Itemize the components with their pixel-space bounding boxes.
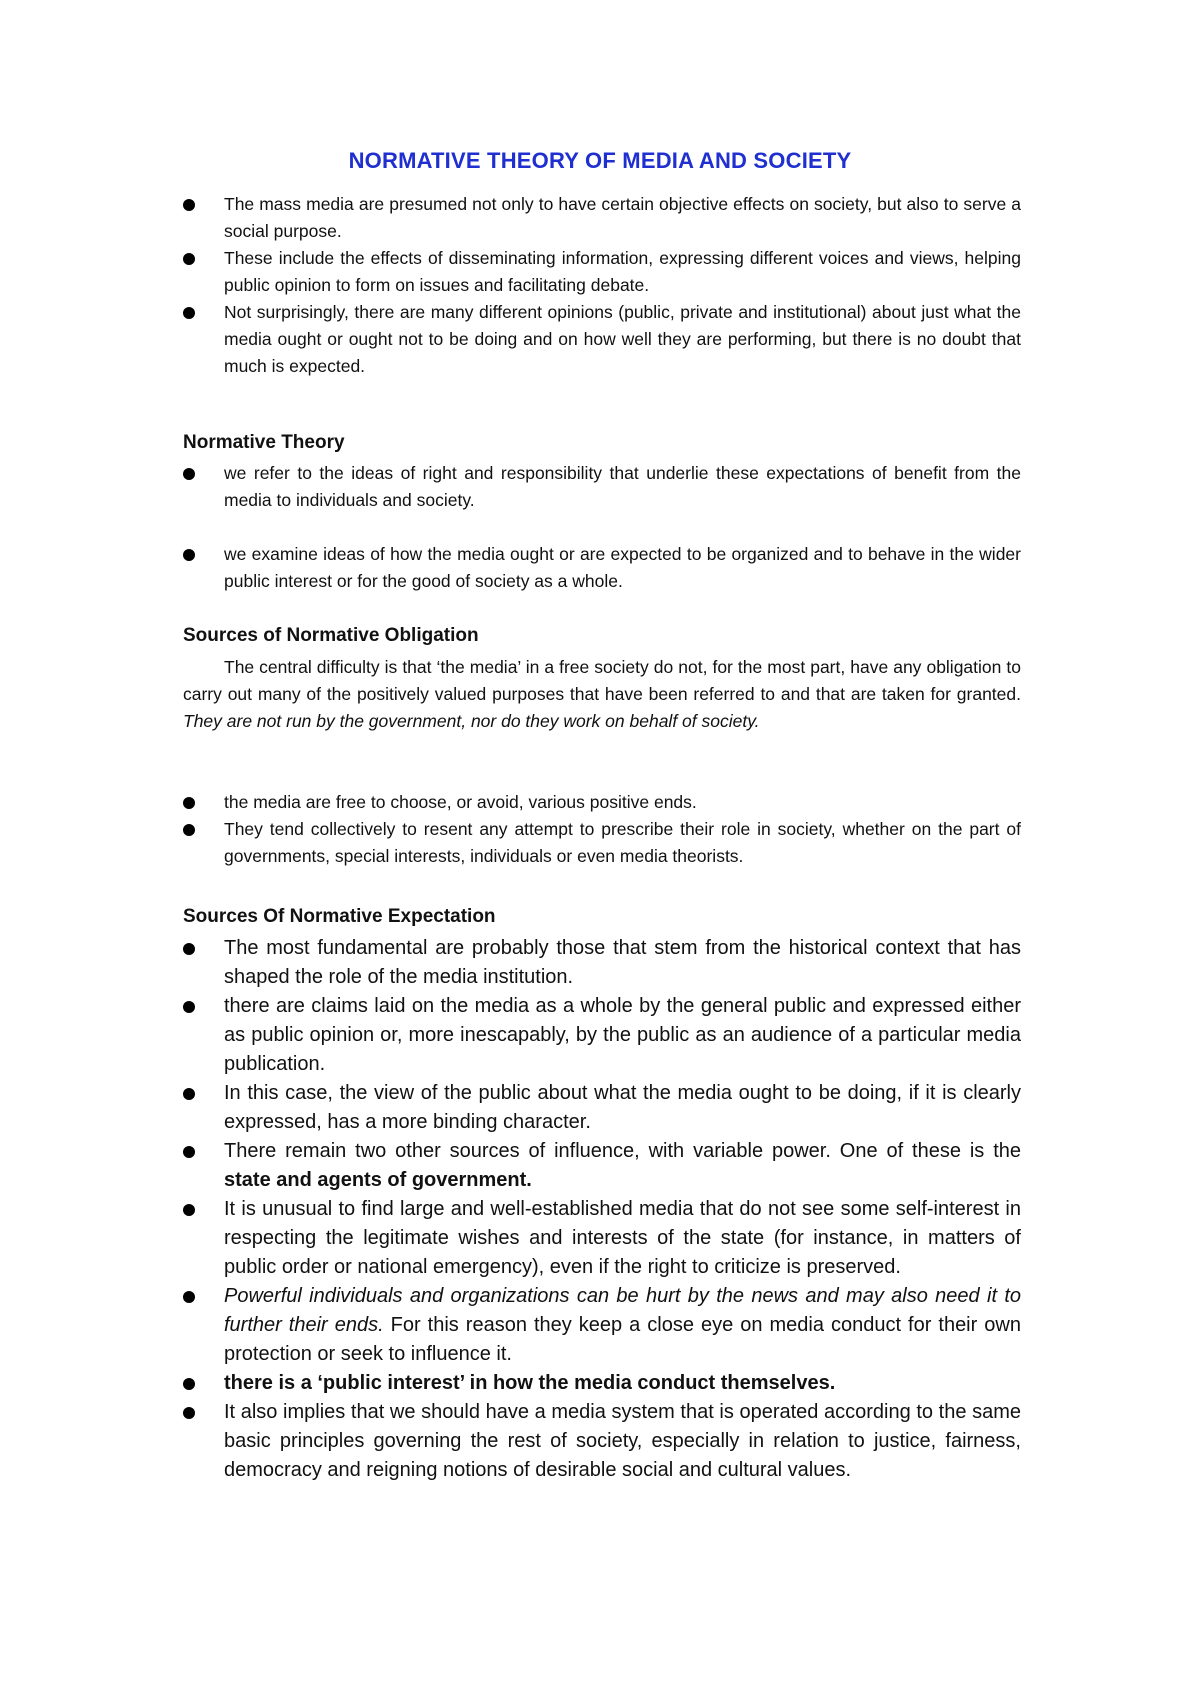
- paragraph-italic-text: They are not run by the government, nor do they work on behalf of society.: [183, 711, 760, 731]
- bullet-icon: [183, 797, 195, 809]
- list-item-text: In this case, the view of the public about what the media ought to be doing, if it is clearly expressed, has a more binding character.: [224, 1082, 1021, 1133]
- list-item-text: They tend collectively to resent any attempt to prescribe their role in society, whether on the part of governments, special interests, individuals or even media theorists.: [224, 819, 1021, 866]
- obligation-paragraph: [183, 654, 1021, 735]
- expectation-section: [183, 934, 1021, 1485]
- bullet-icon: [183, 468, 195, 480]
- list-item: [183, 1195, 1021, 1282]
- list-item: [183, 191, 1021, 245]
- list-item-text: There remain two other sources of influence, with variable power. One of these is the: [224, 1140, 1021, 1162]
- list-item-bold-text: there is a ‘public interest’ in how the media conduct themselves.: [224, 1372, 836, 1394]
- bullet-icon: [183, 1001, 195, 1013]
- bullet-icon: [183, 1204, 195, 1216]
- bullet-icon: [183, 253, 195, 265]
- section-heading-normative-obligation: Sources of Normative Obligation: [183, 625, 479, 646]
- bullet-icon: [183, 824, 195, 836]
- list-item-text: The mass media are presumed not only to have certain objective effects on society, but also to serve a social purpose.: [224, 194, 1021, 241]
- list-item: [183, 789, 1021, 816]
- paragraph-text: The central difficulty is that ‘the media’ in a free society do not, for the most part, have any obligation to carry out many of the positively valued purposes that have been referred to and that are taken for granted.: [183, 657, 1021, 704]
- list-item-text: we examine ideas of how the media ought or are expected to be organized and to behave in the wider public interest or for the good of society as a whole.: [224, 544, 1021, 591]
- list-item: [183, 245, 1021, 299]
- obligation-section: [183, 789, 1021, 870]
- bullet-icon: [183, 943, 195, 955]
- list-item: [183, 1079, 1021, 1137]
- intro-bullet-list: [183, 191, 1021, 380]
- list-item: [183, 992, 1021, 1079]
- expectation-bullet-list: [183, 934, 1021, 1485]
- bullet-icon: [183, 1378, 195, 1390]
- bullet-icon: [183, 1291, 195, 1303]
- normative-theory-bullet-list: [183, 460, 1021, 595]
- normative-theory-section: [183, 460, 1021, 595]
- list-item: [183, 1282, 1021, 1369]
- bullet-icon: [183, 549, 195, 561]
- obligation-bullet-list: [183, 789, 1021, 870]
- list-item: [183, 816, 1021, 870]
- list-item-text: For this reason they keep a close eye on media conduct for their own protection or seek to influence it.: [224, 1314, 1021, 1365]
- list-item-text: These include the effects of disseminating information, expressing different voices and views, helping public opinion to form on issues and facilitating debate.: [224, 248, 1021, 295]
- list-item: [183, 460, 1021, 514]
- list-item: [183, 1398, 1021, 1485]
- page-title: NORMATIVE THEORY OF MEDIA AND SOCIETY: [348, 148, 852, 173]
- bullet-icon: [183, 1088, 195, 1100]
- list-item-text: Not surprisingly, there are many different opinions (public, private and institutional) about just what the media ought or ought not to be doing and on how well they are performing, but there is no doubt that much is expected.: [224, 302, 1021, 376]
- list-item: [183, 1137, 1021, 1195]
- list-item-bold-text: state and agents of government.: [224, 1169, 532, 1191]
- list-item-text: It is unusual to find large and well-established media that do not see some self-interest in respecting the legitimate wishes and interests of the state (for instance, in matters of public order or national emergency), even if the right to criticize is preserved.: [224, 1198, 1021, 1278]
- bullet-icon: [183, 307, 195, 319]
- bullet-icon: [183, 1146, 195, 1158]
- list-item-text: The most fundamental are probably those that stem from the historical context that has shaped the role of the media institution.: [224, 937, 1021, 988]
- list-item: [183, 934, 1021, 992]
- list-item-text: It also implies that we should have a media system that is operated according to the same basic principles governing the rest of society, especially in relation to justice, fairness, democracy and reigning notions of desirable social and cultural values.: [224, 1401, 1021, 1481]
- list-item: [183, 1369, 1021, 1398]
- section-heading-normative-theory: Normative Theory: [183, 432, 345, 453]
- list-item-text: the media are free to choose, or avoid, various positive ends.: [224, 792, 697, 812]
- list-item: [183, 541, 1021, 595]
- section-heading-normative-expectation: Sources Of Normative Expectation: [183, 906, 496, 927]
- list-item-italic-text: Powerful individuals and organizations can be hurt by the news and may also need it to further their ends.: [224, 1285, 1021, 1336]
- bullet-icon: [183, 1407, 195, 1419]
- list-item-text: there are claims laid on the media as a whole by the general public and expressed either as public opinion or, more inescapably, by the public as an audience of a particular media publication.: [224, 995, 1021, 1075]
- list-item-text: we refer to the ideas of right and responsibility that underlie these expectations of benefit from the media to individuals and society.: [224, 463, 1021, 510]
- list-item: [183, 299, 1021, 380]
- intro-section: [183, 191, 1021, 380]
- bullet-icon: [183, 199, 195, 211]
